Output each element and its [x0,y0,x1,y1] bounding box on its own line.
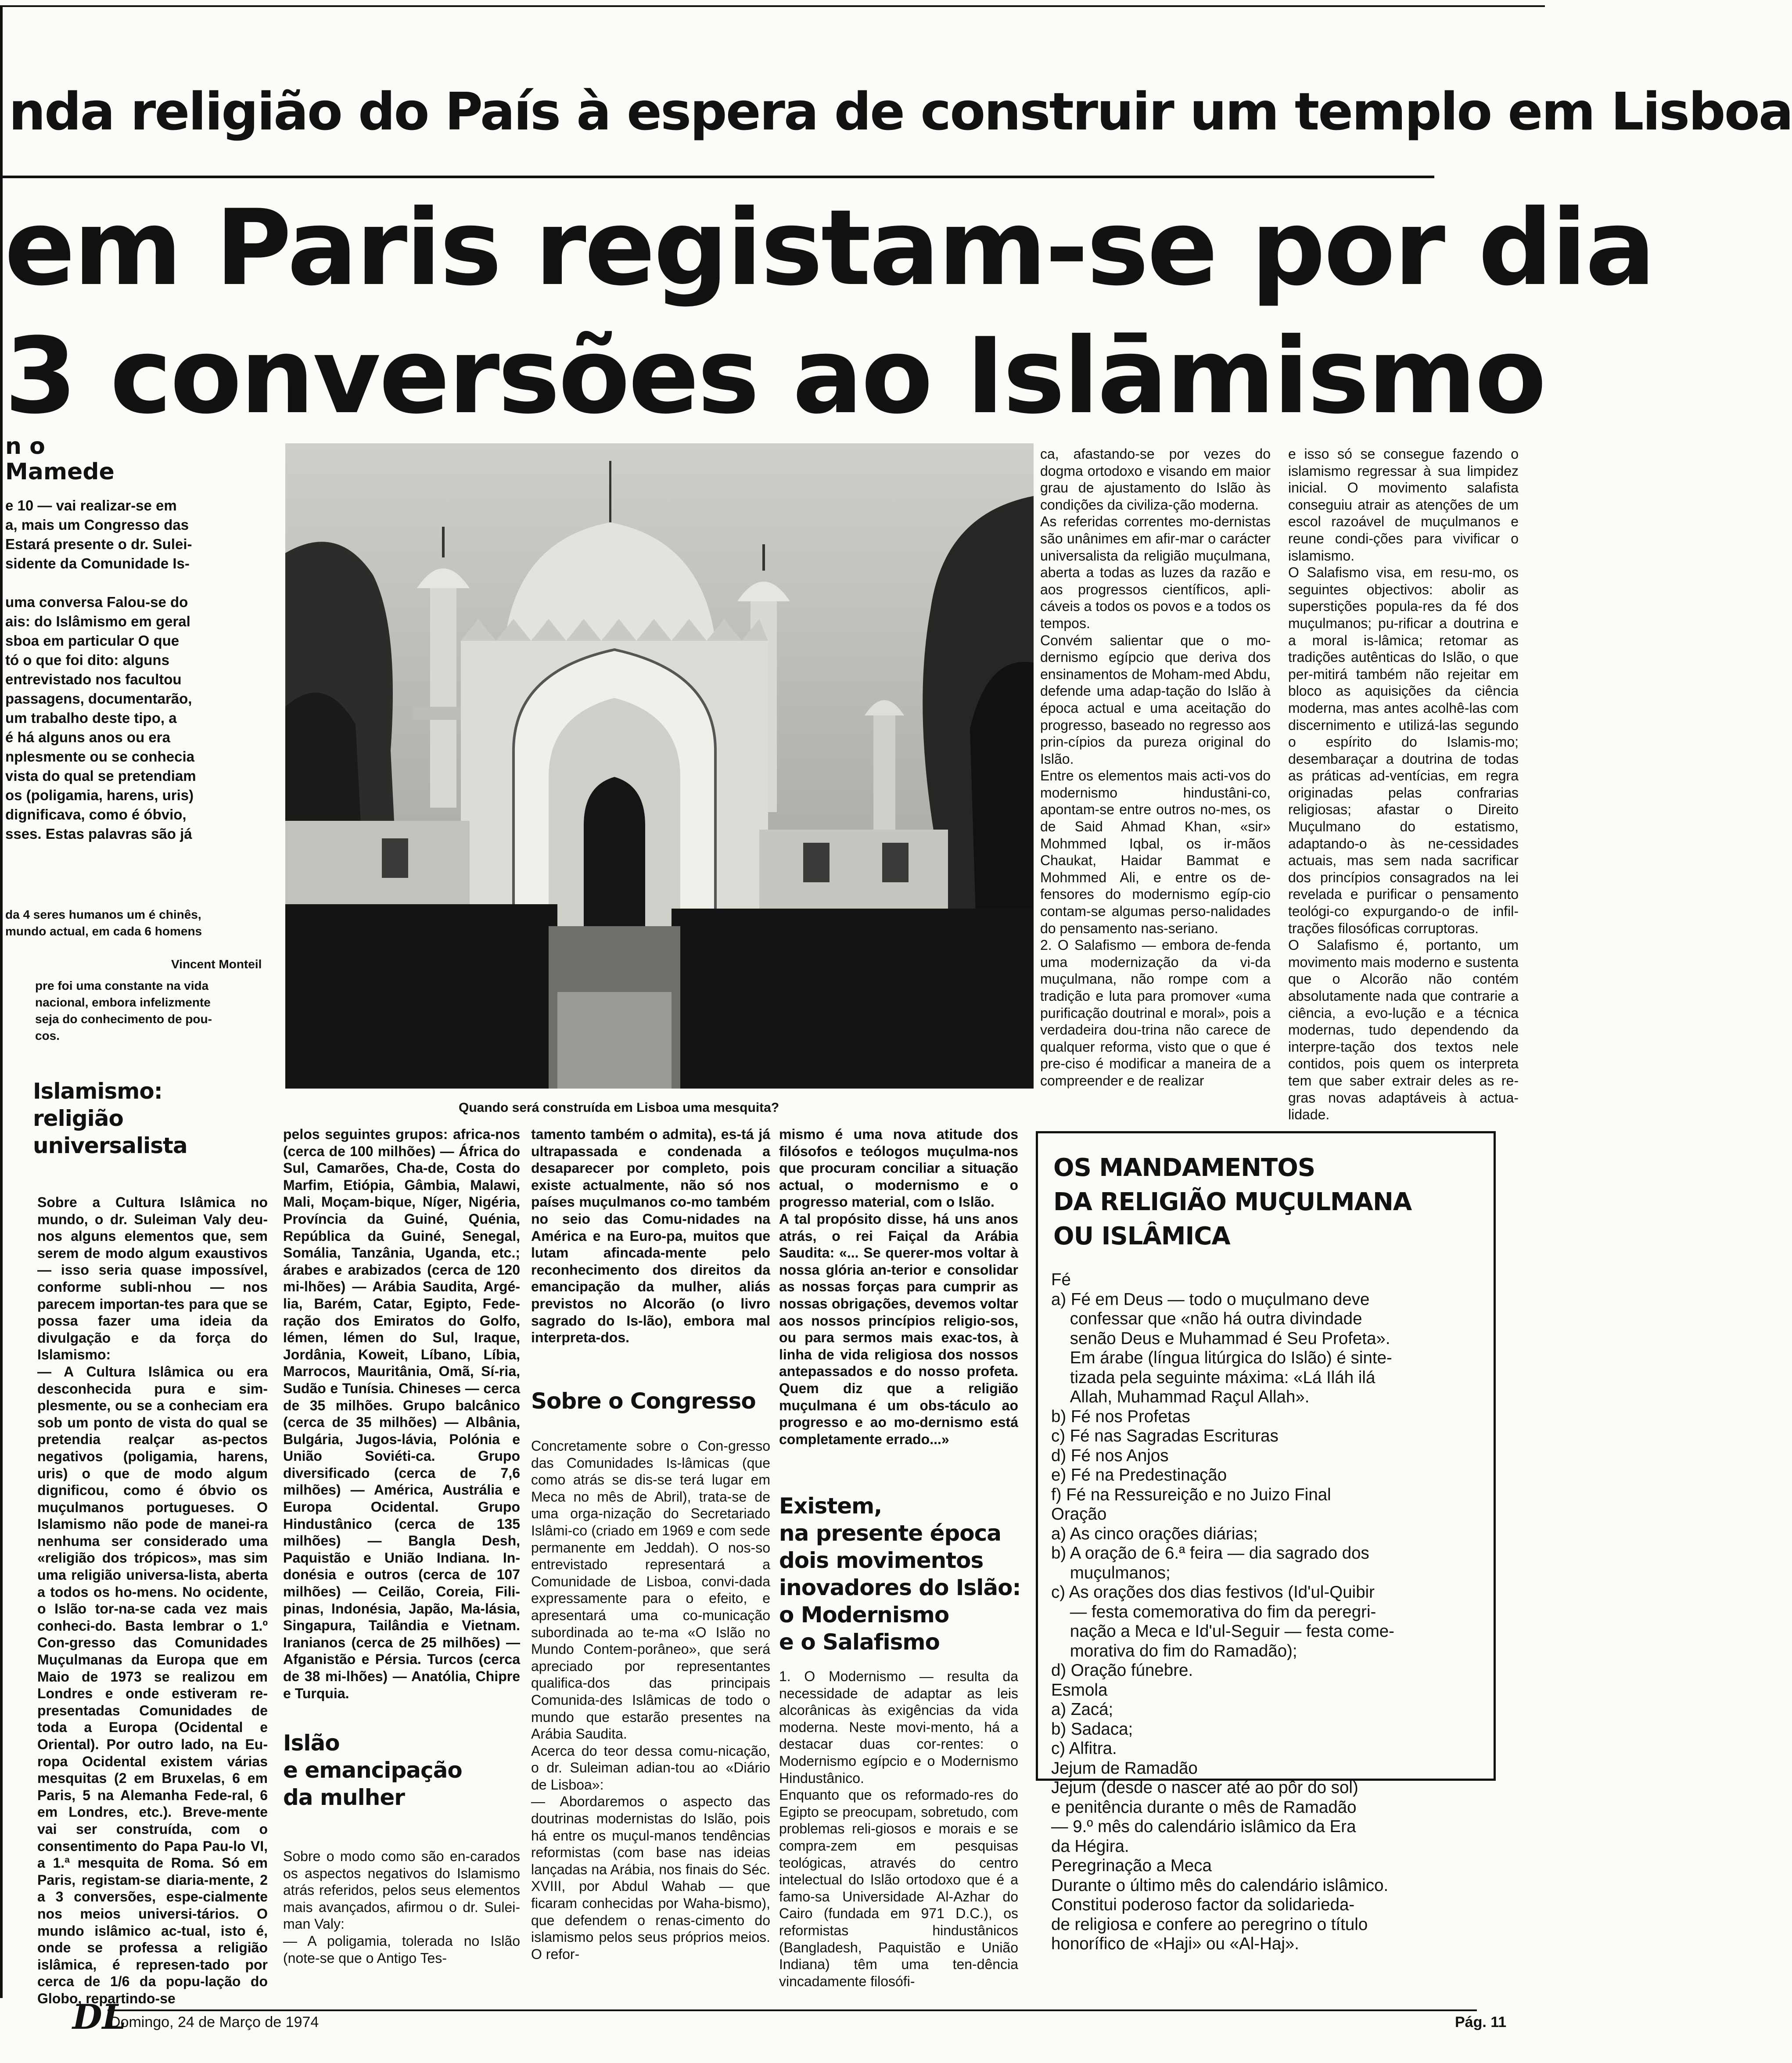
subhead-islamismo: Islamismo: religião universalista [33,1078,187,1158]
box-title: OS MANDAMENTOS DA RELIGIÃO MUÇULMANA OU ISLÂMICA [1053,1154,1412,1251]
quote-author: Vincent Monteil [171,957,262,971]
intro-column: e 10 — vai realizar-se em a, mais um Congresso das Estará presente o dr. Sulei- sidente da Comunidade Is- uma conversa Falou-se do ais: do Islâmismo em geral sboa em particular O que tó o que foi dito: alguns entrevistado nos facultou passagens, documentarão, um trabalho deste tipo, a é há alguns anos ou era nplesmente ou se conhecia vista do qual se pretendiam os (poligamia, harens, uris) dignificava, como é óbvio, sses. Estas palavras são já [5,497,196,842]
column-3-top: tamento também o admita), es-tá já ultrapassada e condenada a desaparecer por completo, pois existe actualmente, não só nos países muçulmanos co-mo também no seio das Comu-nidades na América e na Euro-pa, muitos que lutam afincada-mente pelo reconhecimento dos direitos da emancipação da mulher, aliás previstos no Alcorão (o livro sagrado do Is-lão), embora mal interpreta-dos. [531,1126,774,1346]
column-4-bottom: 1. O Modernismo — resulta da necessidade de adaptar as leis alcorânicas às exigências da vida moderna. Neste movi-mento, há a destacar duas cor-rentes: o Modernismo egípcio e o Modernismo Hindustânico. Enquanto que os reformado-res do Egipto se preocupam, sobretudo, com problemas reli-giosos e morais e se compra-zem em pesquisas teológicas, através do centro intelectual do Islão ortodoxo que é a famo-sa Universidade Al-Azhar do Cairo (fundada em 971 D.C.), os reformistas hindustânicos (Bangladesh, Paquistão e União Indiana) têm uma ten-dência vincadamente filosófi- [779,1668,1018,1989]
column-5: ca, afastando-se por vezes do dogma ortodoxo e visando em maior grau de ajustamento do Islão às condições da civiliza-ção moderna. As referidas correntes mo-dernistas são unânimes em afir-mar o carácter universalista da religião muçulmana, aberta a todas as luzes da razão e aos progressos científicos, apli-cáveis a todos os povos e a todos os tempos. Convém salientar que o mo-dernismo egípcio que deriva dos ensinamentos de Moham-med Abdu, defende uma adap-tação do Islão à época actual e uma aceitação do progresso, baseado no regresso aos prin-cípios da pureza original do Islão. Entre os elementos mais acti-vos do modernismo hindustâni-co, apontam-se entre outros no-mes, os de Said Ahmad Khan, «sir» Mohmmed Iqbal, os ir-mãos Chaukat, Haidar Bammat e Mohmmed Ali, e entre os de-fensores do modernismo egíp-cio contam-se algumas perso-nalidades do pensamento nas-seriano. 2. O Salafismo — embora de-fenda uma modernização da vi-da muçulmana, não rompe com a tradição e luta para promover «uma purificação doutrinal e moral», pois a verdadeira dou-trina não carece de qualquer reforma, visto que o que é pre-ciso é modificar a maneira de a compreender e de realizar [1040,446,1271,1089]
headline-line-1: em Paris registam-se por dia [4,187,1654,309]
main-headline [4,184,1654,441]
column-2-bottom: Sobre o modo como são en-carados os aspectos negativos do Islamismo atrás referidos, pelos seus elementos mais avançados, afirmou o dr. Sulei-man Valy: — A poligamia, tolerada no Islão (note-se que o Antigo Tes- [283,1848,520,1966]
kicker-headline: nda religião do País à espera de construir um templo em Lisboa [9,81,1792,142]
column-2: pelos seguintes grupos: africa-nos (cerca de 100 milhões) — África do Sul, Camarões, Cha-de, Costa do Marfim, Etiópia, Gâmbia, Malawi, Mali, Moçam-bique, Níger, Nigéria, Província da Guiné, Quénia, República da Guiné, Senegal, Somália, Tanzânia, Uganda, etc.; árabes e arabizados (cerca de 120 mi-lhões) — Arábia Saudita, Argé-lia, Barém, Catar, Egipto, Fede-ração dos Emiratos do Golfo, Iémen, Iémen do Sul, Iraque, Jordânia, Koweit, Líbano, Líbia, Marrocos, Mauritânia, Omã, Sí-ria, Sudão e Tunísia. Chineses — cerca de 35 milhões. Grupo balcânico (cerca de 35 milhões) — Albânia, Bulgária, Jugos-lávia, Polónia e União Soviéti-ca. Grupo diversificado (cerca de 7,6 milhões) — América, Austrália e Europa Ocidental. Grupo Hindustânico (cerca de 135 milhões) — Bangla Desh, Paquistão e União Indiana. In-donésia e outros (cerca de 107 milhões) — Ceilão, Coreia, Fili-pinas, Indonésia, Japão, Ma-lásia, Singapura, Tailândia e Vietnam. Iranianos (cerca de 25 milhões) — Afganistão e Pérsia. Turcos (cerca de 38 mi-lhões) — Anatólia, Chipre e Turquia. [283,1126,524,1701]
footer-date: Domingo, 24 de Março de 1974 [110,2014,319,2031]
column-4-top: mismo é uma nova atitude dos filósofos e teólogos muçulma-nos que procuram conciliar a situação actual, o modernismo e o progresso material, com o Islão. A tal propósito disse, há uns anos atrás, o rei Faiçal da Arábia Saudita: «... Se querer-mos voltar à nossa glória an-terior e consolidar as nossas forças para cumprir as nossas obrigações, devemos voltar aos nossos princípios religio-sos, ou para sermos mais exac-tos, à linha de vida religiosa dos nossos antepassados e do nosso profeta. Quem diz que a religião muçulmana é um obs-táculo ao progresso e ao mo-dernismo está completamente errado...» [779,1126,1018,1447]
footer-rule [108,2009,1477,2011]
column-6: e isso só se consegue fazendo o islamismo regressar à sua limpidez inicial. O movimento salafista conseguiu atrair as atenções de um escol razoável de muçulmanos e reune condi-ções para vivificar o islamismo. O Salafismo visa, em resu-mo, os seguintes objectivos: abolir as superstições popula-res da fé dos muçulmanos; pu-rificar a doutrina e a moral is-lâmica; retomar as tradições autênticas do Islão, o que per-mitirá também não rejeitar em bloco as aquisições da ciência moderna, mas antes acolhê-las com discernimento e utilizá-las segundo o espírito do Islamis-mo; desembaraçar a doutrina de todas as práticas ad-ventícias, em regra originadas pelas confrarias religiosas; afastar o Direito Muçulmano do estatismo, adaptando-o às ne-cessidades actuais, mas sem nada sacrificar dos princípios consagrados na lei revelada e purificar o pensamento teológi-co expurgando-o de infil-trações filosóficas corruptoras. O Salafismo é, portanto, um movimento mais moderno e sustenta que o Alcorão não contém absolutamente nada que contrarie a ciência, a evo-lução e a técnica modernas, tudo dependendo da interpre-tação dos textos nele contidos, pois quem os interpreta tem que saber extrair deles as re-gras novas adaptáveis à actua-lidade. [1288,446,1519,1123]
column-1: Sobre a Cultura Islâmica no mundo, o dr. Suleiman Valy deu-nos alguns elementos que, sem serem de modo algum exaustivos — isso seria quase impossível, conforme subli-nhou — nos parecem importan-tes para que se possa fazer uma ideia da divulgação e da força do Islamismo: — A Cultura Islâmica ou era desconhecida pura e sim-plesmente, ou se a conheciam era sob um ponto de vista do qual se pretendia realçar as-pectos negativos (poligamia, harens, uris) o que de modo algum dignificou, como é óbvio os muçulmanos portugueses. O Islamismo não pode de manei-ra nenhuma ser considerado uma «religião dos trópicos», mas sim uma religião universa-lista, aberta a todos os ho-mens. No ocidente, o Islão tor-na-se cada vez mais conheci-do. Basta lembrar o 1.º Con-gresso das Comunidades Muçulmanas da Europa que em Maio de 1973 se realizou em Londres e onde estiveram re-presentadas Comunidades de toda a Europa (Ocidental e Oriental). Por outro lado, na Eu-ropa Ocidental existem várias mesquitas (2 em Bruxelas, 6 em Paris, 5 na Alemanha Fede-ral, 6 em Londres, etc.). Breve-mente vai ser construída, com o consentimento do Papa Pau-lo VI, a 1.ª mesquita de Roma. Só em Paris, registam-se diaria-mente, 2 a 3 conversões, espe-cialmente nos meios universi-tários. O mundo islâmico ac-tual, isto é, onde se professa a religião islâmica, é represen-tado por cerca de 1/6 da popu-lação do Globo, repartindo-se [37,1194,268,2006]
quote-block: da 4 seres humanos um é chinês, mundo actual, em cada 6 homens [5,908,202,938]
byline [5,434,115,485]
mosque-illustration [285,443,1034,1089]
top-border [0,5,1545,7]
newspaper-logo: DL [72,1997,126,2037]
quote-rest: pre foi uma constante na vida nacional, embora infelizmente seja do conhecimento de pou- cos. [35,979,212,1042]
page-number: Pág. 11 [1455,2014,1507,2031]
subhead-congresso: Sobre o Congresso [531,1388,756,1414]
photo-caption: Quando será construída em Lisboa uma mesquita? [459,1100,779,1115]
mosque-photo [285,443,1034,1089]
commandments-box [1036,1131,1496,1953]
subhead-existem: Existem, na presente época dois movimentos inovadores do Islão: o Modernismo e o Salafismo [779,1493,1021,1655]
byline-line-1: n o [5,433,45,460]
subhead-islao: Islão e emancipação da mulher [283,1730,462,1810]
left-border [0,5,3,1998]
byline-line-2: Mamede [5,459,115,485]
kicker-rule [0,176,1434,178]
headline-line-2: 3 conversões ao Islāmismo [4,316,1545,437]
box-body: Fé a) Fé em Deus — todo o muçulmano deve confessar que «não há outra divindade senão Deus e Muhammad é Seu Profeta». Em árabe (língua litúrgica do Islão) é sinte- tizada pela seguinte máxima: «Lá Iláh ilá Allah, Muhammad Raçul Allah». b) Fé nos Profetas c) Fé nas Sagradas Escrituras d) Fé nos Anjos e) Fé na Predestinação f) Fé na Ressureição e no Juizo Final Oração a) As cinco orações diárias; b) A oração de 6.ª feira — dia sagrado dos muçulmanos; c) As orações dos dias festivos (Id'ul-Quibir — festa comemorativa do fim da peregri- nação a Meca e Id'ul-Seguir — festa come- morativa do fim do Ramadão); d) Oração fúnebre. Esmola a) Zacá; b) Sadaca; c) Alfitra. Jejum de Ramadão Jejum (desde o nascer até ao pôr do sol) e penitência durante o mês de Ramadão — 9.º mês do calendário islâmico da Era da Hégira. Peregrinação a Meca Durante o último mês do calendário islâmico. Constitui poderoso factor da solidarieda- de religiosa e confere ao peregrino o título honorífico de «Haji» ou «Al-Haj». [1051,1270,1395,1953]
column-3-bottom: Concretamente sobre o Con-gresso das Comunidades Is-lâmicas (que como atrás se dis-se terá lugar em Meca no mês de Abril), trata-se de uma orga-nização do Secretariado Islâmi-co (criado em 1969 e com sede permanente em Jeddah). O nos-so entrevistado representará a Comunidade de Lisboa, convi-dada expressamente para o efeito, e apresentará uma co-municação subordinada ao te-ma «O Islão no Mundo Contem-porâneo», que será apreciado por representantes qualifica-dos das principais Comunida-des Islâmicas de todo o mundo que estarão presentes na Arábia Saudita. Acerca do teor dessa comu-nicação, o dr. Suleiman adian-tou ao «Diário de Lisboa»: — Abordaremos o aspecto das doutrinas modernistas do Islão, pois há entre os muçul-manos tendências reformistas (com base nas ideias lançadas na Arábia, nos finais do Séc. XVIII, por Abdul Wahab — que ficaram conhecidas por Waha-bismo), que defendem o renas-cimento do islamismo pelos seus próprios meios. O refor- [531,1438,770,1962]
